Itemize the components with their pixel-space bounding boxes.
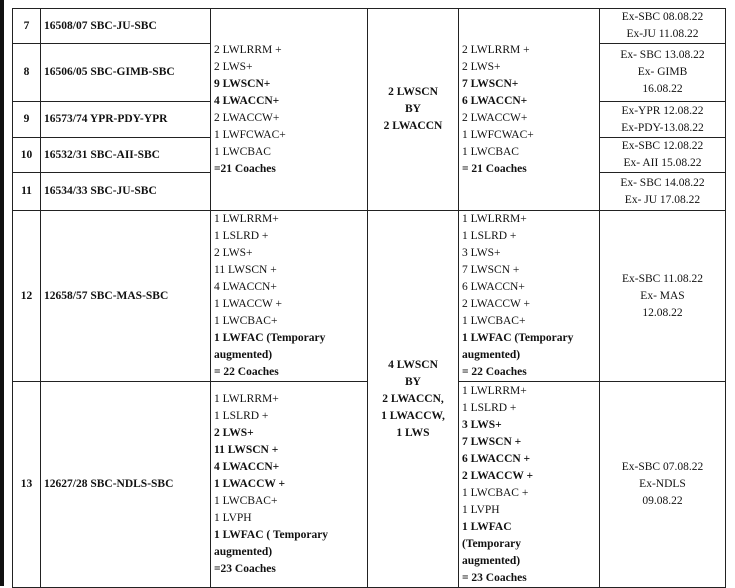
- composition-line: 1 LWCBAC +: [462, 486, 529, 499]
- composition-line: = 22 Coaches: [462, 366, 527, 378]
- composition-line: 3 LWS+: [462, 247, 501, 259]
- composition-line: 1 LWCBAC+: [214, 315, 278, 327]
- date-line: 12.08.22: [642, 306, 683, 319]
- composition-line: 1 LWACCW +: [214, 478, 286, 490]
- composition-line: 2 LWLRRM +: [462, 43, 530, 56]
- train-number: 16573/74 YPR-PDY-YPR: [41, 102, 211, 138]
- composition-line: 6 LWACCN +: [462, 452, 531, 465]
- composition-line: 11 LWSCN +: [214, 264, 277, 276]
- composition-line: 11 LWSCN +: [214, 444, 279, 456]
- composition-line: 1 LWLRRM+: [214, 393, 279, 405]
- composition-line: 7 LWSCN +: [462, 264, 520, 276]
- serial-number: 7: [13, 9, 41, 44]
- journey-dates: [600, 211, 726, 382]
- composition-line: 1 LWCBAC: [214, 145, 271, 158]
- composition-line: 4 LWACCN+: [214, 281, 277, 293]
- composition-line: 1 LVPH: [462, 503, 500, 516]
- date-line: Ex-NDLS: [639, 478, 686, 490]
- change-line: BY: [405, 375, 421, 388]
- train-number: 16534/33 SBC-JU-SBC: [41, 173, 211, 211]
- serial-number: 8: [13, 44, 41, 102]
- composition-line: =21 Coaches: [214, 162, 276, 175]
- composition-line: 1 LWLRRM+: [462, 213, 527, 225]
- train-number: 16506/05 SBC-GIMB-SBC: [41, 44, 211, 102]
- train-number: 16508/07 SBC-JU-SBC: [41, 9, 211, 44]
- composition-line: 2 LWS+: [214, 427, 254, 439]
- date-line: Ex-SBC 12.08.22: [621, 140, 704, 152]
- composition-line: augmented): [462, 554, 521, 567]
- date-line: Ex- GIMB: [637, 66, 688, 78]
- date-line: Ex-SBC 11.08.22: [621, 272, 704, 285]
- journey-dates: [600, 44, 726, 102]
- composition-line: 1 LWCBAC+: [462, 315, 526, 327]
- change-line: 2 LWSCN: [388, 86, 438, 98]
- composition-line: augmented): [214, 546, 273, 558]
- composition-line: 1 LWFCWAC+: [462, 128, 534, 141]
- composition-line: 2 LWS+: [214, 247, 253, 259]
- serial-number: 9: [13, 102, 41, 138]
- serial-number: 10: [13, 138, 41, 173]
- composition-line: 2 LWACCW+: [214, 111, 280, 124]
- composition-line: 1 LSLRD +: [462, 401, 517, 414]
- change-description: [368, 211, 459, 588]
- date-line: Ex- MAS: [640, 289, 685, 302]
- composition-line: = 23 Coaches: [462, 571, 527, 584]
- composition-line: 6 LWACCN+: [462, 281, 525, 293]
- composition-line: augmented): [214, 349, 273, 361]
- serial-number: 13: [13, 382, 41, 588]
- composition-line: 1 LSLRD +: [214, 230, 269, 242]
- date-line: Ex- SBC 14.08.22: [620, 176, 705, 189]
- date-line: Ex-PDY-13.08.22: [621, 121, 704, 134]
- change-line: 1 LWACCW,: [381, 409, 445, 422]
- composition-line: 1 LWLRRM+: [462, 384, 527, 397]
- date-line: 09.08.22: [642, 495, 683, 507]
- existing-composition: [211, 9, 368, 211]
- composition-line: 1 LWLRRM+: [214, 213, 279, 225]
- composition-line: 1 LWCBAC+: [214, 495, 278, 507]
- composition-line: =23 Coaches: [214, 563, 276, 575]
- existing-composition: [211, 382, 368, 588]
- composition-line: 3 LWS+: [462, 418, 502, 431]
- revised-composition: [459, 382, 600, 588]
- composition-line: 4 LWACCN+: [214, 94, 280, 107]
- composition-line: 2 LWS+: [462, 60, 501, 73]
- change-line: 1 LWS: [396, 426, 430, 439]
- composition-line: 1 LSLRD +: [214, 410, 269, 422]
- composition-line: = 21 Coaches: [462, 162, 527, 175]
- date-line: 16.08.22: [642, 83, 683, 95]
- existing-composition: [211, 211, 368, 382]
- journey-dates: [600, 138, 726, 173]
- composition-line: 1 LWFAC (Temporary: [214, 332, 326, 344]
- composition-line: 2 LWACCW+: [462, 111, 528, 124]
- train-number: 12627/28 SBC-NDLS-SBC: [41, 382, 211, 588]
- composition-line: 2 LWLRRM +: [214, 43, 282, 56]
- composition-line: augmented): [462, 349, 521, 361]
- composition-line: 1 LWCBAC: [462, 145, 519, 158]
- composition-line: 9 LWSCN+: [214, 77, 271, 90]
- composition-line: 2 LWACCW +: [462, 298, 531, 310]
- composition-line: 7 LWSCN +: [462, 435, 522, 448]
- coach-composition-table: [12, 8, 726, 588]
- journey-dates: [600, 9, 726, 44]
- date-line: Ex-SBC 07.08.22: [621, 461, 704, 473]
- composition-line: 1 LWACCW +: [214, 298, 283, 310]
- journey-dates: [600, 382, 726, 588]
- table-row: [13, 211, 726, 382]
- date-line: Ex-JU 11.08.22: [626, 28, 699, 40]
- composition-line: 4 LWACCN+: [214, 461, 280, 473]
- date-line: Ex- SBC 13.08.22: [620, 49, 705, 61]
- composition-line: 1 LWFAC ( Temporary: [214, 529, 329, 541]
- change-description: [368, 9, 459, 211]
- table-row: [13, 9, 726, 44]
- composition-line: 2 LWACCW +: [462, 469, 534, 482]
- composition-line: 1 LWFAC: [462, 520, 512, 533]
- composition-line: (Temporary: [462, 537, 521, 550]
- train-number: 16532/31 SBC-AII-SBC: [41, 138, 211, 173]
- serial-number: 12: [13, 211, 41, 382]
- revised-composition: [459, 211, 600, 382]
- composition-line: 2 LWS+: [214, 60, 253, 73]
- date-line: Ex-YPR 12.08.22: [621, 104, 704, 117]
- journey-dates: [600, 173, 726, 211]
- composition-line: 1 LWFCWAC+: [214, 128, 286, 141]
- change-line: 2 LWACCN,: [382, 392, 444, 405]
- change-line: BY: [405, 103, 421, 115]
- composition-line: 7 LWSCN+: [462, 77, 519, 90]
- composition-line: 1 LWFAC (Temporary: [462, 332, 574, 344]
- composition-line: = 22 Coaches: [214, 366, 279, 378]
- train-number: 12658/57 SBC-MAS-SBC: [41, 211, 211, 382]
- composition-line: 6 LWACCN+: [462, 94, 528, 107]
- date-line: Ex- JU 17.08.22: [624, 193, 701, 206]
- change-line: 4 LWSCN: [388, 358, 438, 371]
- revised-composition: [459, 9, 600, 211]
- composition-line: 1 LSLRD +: [462, 230, 517, 242]
- journey-dates: [600, 102, 726, 138]
- composition-line: 1 LVPH: [214, 512, 252, 524]
- left-border-line: [0, 0, 4, 586]
- serial-number: 11: [13, 173, 41, 211]
- change-line: 2 LWACCN: [383, 120, 443, 132]
- date-line: Ex-SBC 08.08.22: [621, 11, 704, 23]
- date-line: Ex- AII 15.08.22: [623, 157, 702, 169]
